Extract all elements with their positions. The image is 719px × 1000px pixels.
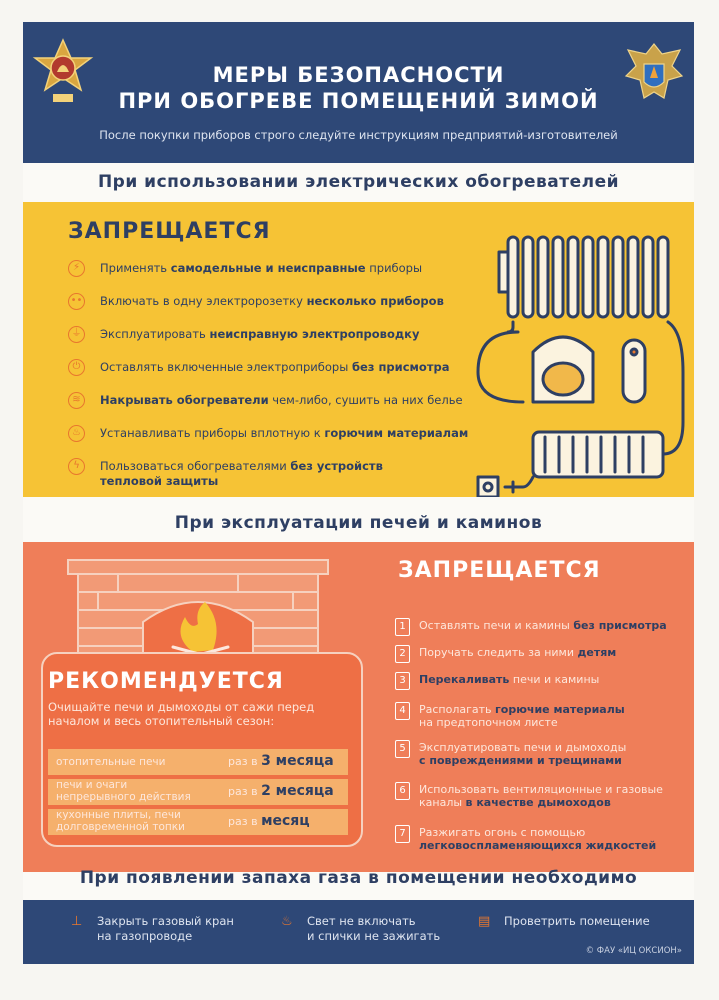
fire-icon: ♨	[68, 425, 85, 442]
poster-title-line2: ПРИ ОБОГРЕВЕ ПОМЕЩЕНИЙ ЗИМОЙ	[118, 89, 599, 113]
valve-icon: ⊥	[71, 914, 83, 929]
poster-subtitle: После покупки приборов строго следуйте инструкциям предприятий-изготовителей	[99, 128, 618, 142]
copyright: © ФАУ «ИЦ ОКСИОН»	[585, 946, 682, 956]
cleaning-row-name: печи и очаги непрерывного действия	[56, 779, 191, 803]
poster	[23, 22, 694, 964]
heat-icon: ≋	[68, 392, 85, 409]
fire-service-emblem-icon	[31, 36, 95, 114]
cleaning-row-name: отопительные печи	[56, 756, 166, 768]
recommend-heading: РЕКОМЕНДУЕТСЯ	[48, 669, 284, 694]
electric-forbidden-heading: ЗАПРЕЩАЕТСЯ	[68, 219, 271, 244]
stoves-block: РЕКОМЕНДУЕТСЯ Очищайте печи и дымоходы от сажи перед началом и весь отопительный сезон: отопительные печи раз в 3 месяца печи и очаги непрерывного действия раз в 2 месяца кухонные плиты, печи долговременной топки раз в месяц ЗАПРЕЩАЕТСЯ 1 Оставлять печи и камины без присмотра 2 Поручать следить за ними детям 3 Перекаливать печи и камины 4 Располагать горючие материалы на предтопочном листе 5 Эксплуатировать печи и дымоходы с повреждениями и трещинами 6 Использовать вентиляционные и газовые каналы в качестве дымоходов 7 Разжигать огонь с помощью легковоспламеняющихся жидкостей	[23, 542, 694, 872]
window-icon: ▤	[478, 914, 491, 929]
heaters-illustration	[473, 232, 688, 497]
bolt-icon: ϟ	[68, 458, 85, 475]
stoves-forbidden-heading: ЗАПРЕЩАЕТСЯ	[398, 558, 601, 583]
poster-title-line1: МЕРЫ БЕЗОПАСНОСТИ	[212, 63, 505, 87]
emercom-eagle-emblem-icon	[622, 36, 686, 114]
gas-section-title: При появлении запаха газа в помещении необходимо	[79, 868, 638, 888]
cleaning-frequency: 3 месяца	[261, 753, 334, 769]
cleaning-row-name: кухонные плиты, печи долговременной топки	[56, 809, 185, 833]
stoves-section-title: При эксплуатации печей и каминов	[174, 513, 543, 533]
plug-icon: ⏚	[68, 326, 85, 343]
cleaning-row: печи и очаги непрерывного действия раз в 2 месяца	[48, 779, 348, 805]
gas-instructions-bar: ⊥ Закрыть газовый кран на газопроводе ♨ Свет не включать и спички не зажигать ▤ Проветрить помещение © ФАУ «ИЦ ОКСИОН»	[23, 900, 694, 964]
header-banner	[23, 22, 694, 163]
electric-section-title: При использовании электрических обогревателей	[97, 172, 620, 192]
cleaning-frequency: 2 месяца	[261, 783, 334, 799]
cleaning-row: кухонные плиты, печи долговременной топки раз в месяц	[48, 809, 348, 835]
cleaning-row: отопительные печи раз в 3 месяца	[48, 749, 348, 775]
power-icon: ⏻	[68, 359, 85, 376]
fire-icon: ♨	[281, 914, 293, 929]
electric-heaters-block: ЗАПРЕЩАЕТСЯ ⚡ Применять самодельные и неисправные приборы •• Включать в одну электророзетку несколько приборов ⏚ Эксплуатировать неисправную электропроводку ⏻ Оставлять включенные электроприборы без присмотра ≋ Накрывать обогреватели чем-либо, сушить на них белье ♨ Устанавливать приборы вплотную к горючим материалам ϟ Пользоваться обогревателями без устройств тепловой защиты	[23, 202, 694, 497]
recommend-text: Очищайте печи и дымоходы от сажи перед началом и весь отопительный сезон:	[48, 700, 315, 728]
flash-icon: ⚡	[68, 260, 85, 277]
socket-icon: ••	[68, 293, 85, 310]
cleaning-frequency: месяц	[261, 813, 310, 829]
